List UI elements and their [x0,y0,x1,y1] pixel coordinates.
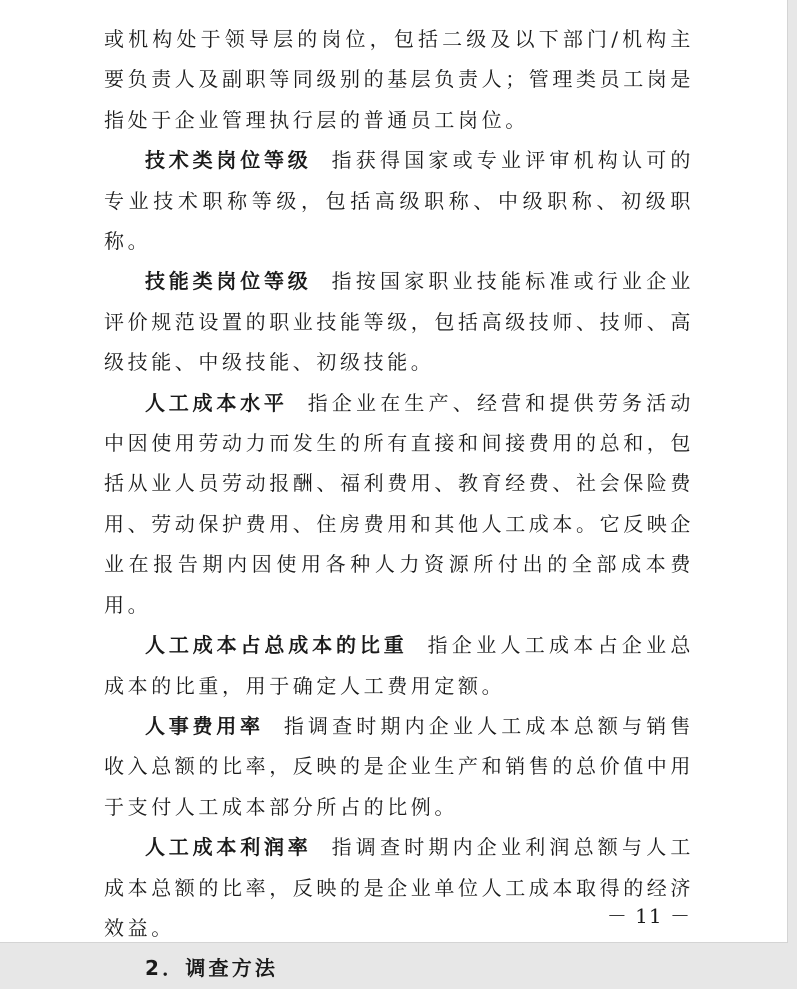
section-heading: 2．调查方法 [145,956,279,981]
paragraph-personnel-expense-rate [104,706,694,827]
paragraph-skill-grade [104,261,694,382]
paragraph-labor-cost-share [104,625,694,706]
paragraph-text: 或机构处于领导层的岗位，包括二级及以下部门/机构主要负责人及副职等同级别的基层负责人；管理类员工岗是指处于企业管理执行层的普通员工岗位。 [104,27,694,132]
paragraph-text: 指企业在生产、经营和提供劳务活动中因使用劳动力而发生的所有直接和间接费用的总和，包括从业人员劳动报酬、福利费用、教育经费、社会保险费用、劳动保护费用、住房费用和其他人工成本。它反映企业在报告期内因使用各种人力资源所付出的全部成本费用。 [104,390,694,617]
paragraph-labor-cost-profit-rate [104,827,694,948]
paragraph-management-positions [104,19,694,140]
term-labor-cost-share: 人工成本占总成本的比重 [145,633,408,658]
term-skill-grade: 技能类岗位等级 [145,269,312,294]
document-body [104,19,694,989]
term-labor-cost-level: 人工成本水平 [145,390,288,415]
page-number: － 11 － [606,904,691,928]
term-technical-grade: 技术类岗位等级 [145,148,312,173]
paragraph-text: 指获得国家或专业评审机构认可的专业技术职称等级，包括高级职称、中级职称、初级职称。 [104,148,695,254]
term-personnel-expense-rate: 人事费用率 [145,713,264,738]
term-labor-cost-profit-rate: 人工成本利润率 [145,835,312,860]
paragraph-text: 指按国家职业技能标准或行业企业评价规范设置的职业技能等级，包括高级技师、技师、高级技能、中级技能、初级技能。 [104,269,695,375]
paragraph-technical-grade [104,140,694,261]
paragraph-labor-cost-level [104,383,694,625]
paragraph-text: 指调查时期内企业人工成本总额与销售收入总额的比率，反映的是企业生产和销售的总价值中用于支付人工成本部分所占的比例。 [104,713,695,819]
paragraph-text: 指调查时期内企业利润总额与人工成本总额的比率，反映的是企业单位人工成本取得的经济效益。 [104,835,695,940]
paragraph-text: 指企业人工成本占企业总成本的比重，用于确定人工费用定额。 [104,633,694,698]
